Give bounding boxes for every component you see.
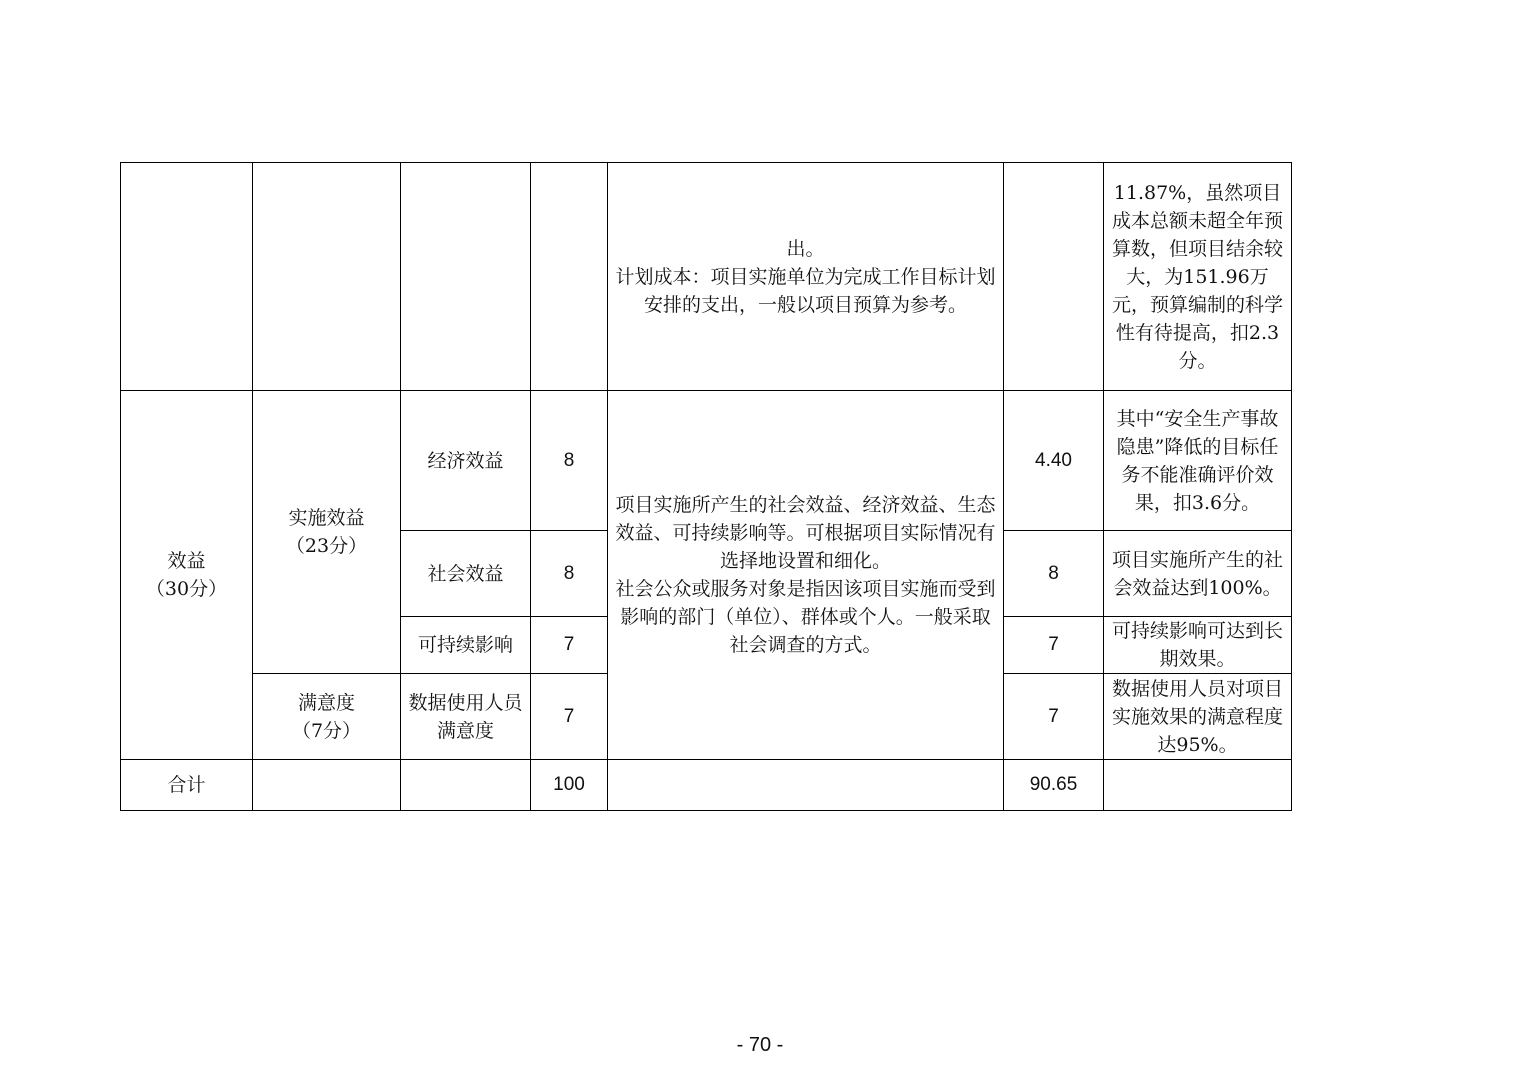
score-satisfaction: 7: [1004, 674, 1104, 760]
benefit-description: 项目实施所产生的社会效益、经济效益、生态效益、可持续影响等。可根据项目实际情况有选择地设置和细化。 社会公众或服务对象是指因该项目实施而受到影响的部门（单位）、群体或个人。一般采取社会调查的方式。: [608, 391, 1004, 760]
empty-cell: [608, 760, 1004, 811]
page-number: - 70 -: [736, 1034, 784, 1056]
weight-sustainable: 7: [531, 617, 608, 674]
empty-cell: [1004, 163, 1104, 391]
indicator-social-benefit: 社会效益: [401, 531, 531, 617]
score-economic: 4.40: [1004, 391, 1104, 531]
weight-economic: 8: [531, 391, 608, 531]
category-benefit: 效益 （30分）: [121, 391, 253, 760]
score-sustainable: 7: [1004, 617, 1104, 674]
total-weight: 100: [531, 760, 608, 811]
score-note: 11.87%，虽然项目成本总额未超全年预算数，但项目结余较大，为151.96万元，预算编制的科学性有待提高，扣2.3分。: [1104, 163, 1292, 391]
group-satisfaction: 满意度 （7分）: [253, 674, 401, 760]
empty-cell: [253, 163, 401, 391]
indicator-description: 出。 计划成本：项目实施单位为完成工作目标计划安排的支出，一般以项目预算为参考。: [608, 163, 1004, 391]
note-economic: 其中“安全生产事故隐患”降低的目标任务不能准确评价效果，扣3.6分。: [1104, 391, 1292, 531]
indicator-user-satisfaction: 数据使用人员满意度: [401, 674, 531, 760]
score-social: 8: [1004, 531, 1104, 617]
empty-cell: [1104, 760, 1292, 811]
table-row-total: [121, 760, 1292, 811]
indicator-economic-benefit: 经济效益: [401, 391, 531, 531]
note-social: 项目实施所产生的社会效益达到100%。: [1104, 531, 1292, 617]
empty-cell: [121, 163, 253, 391]
table-row: [121, 391, 1292, 531]
total-score: 90.65: [1004, 760, 1104, 811]
note-sustainable: 可持续影响可达到长期效果。: [1104, 617, 1292, 674]
empty-cell: [253, 760, 401, 811]
indicator-sustainable-impact: 可持续影响: [401, 617, 531, 674]
evaluation-table: [120, 162, 1292, 811]
weight-social: 8: [531, 531, 608, 617]
group-implementation-benefit: 实施效益 （23分）: [253, 391, 401, 674]
weight-satisfaction: 7: [531, 674, 608, 760]
empty-cell: [531, 163, 608, 391]
table-row: [121, 163, 1292, 391]
total-label: 合计: [121, 760, 253, 811]
empty-cell: [401, 760, 531, 811]
empty-cell: [401, 163, 531, 391]
note-satisfaction: 数据使用人员对项目实施效果的满意程度达95%。: [1104, 674, 1292, 760]
